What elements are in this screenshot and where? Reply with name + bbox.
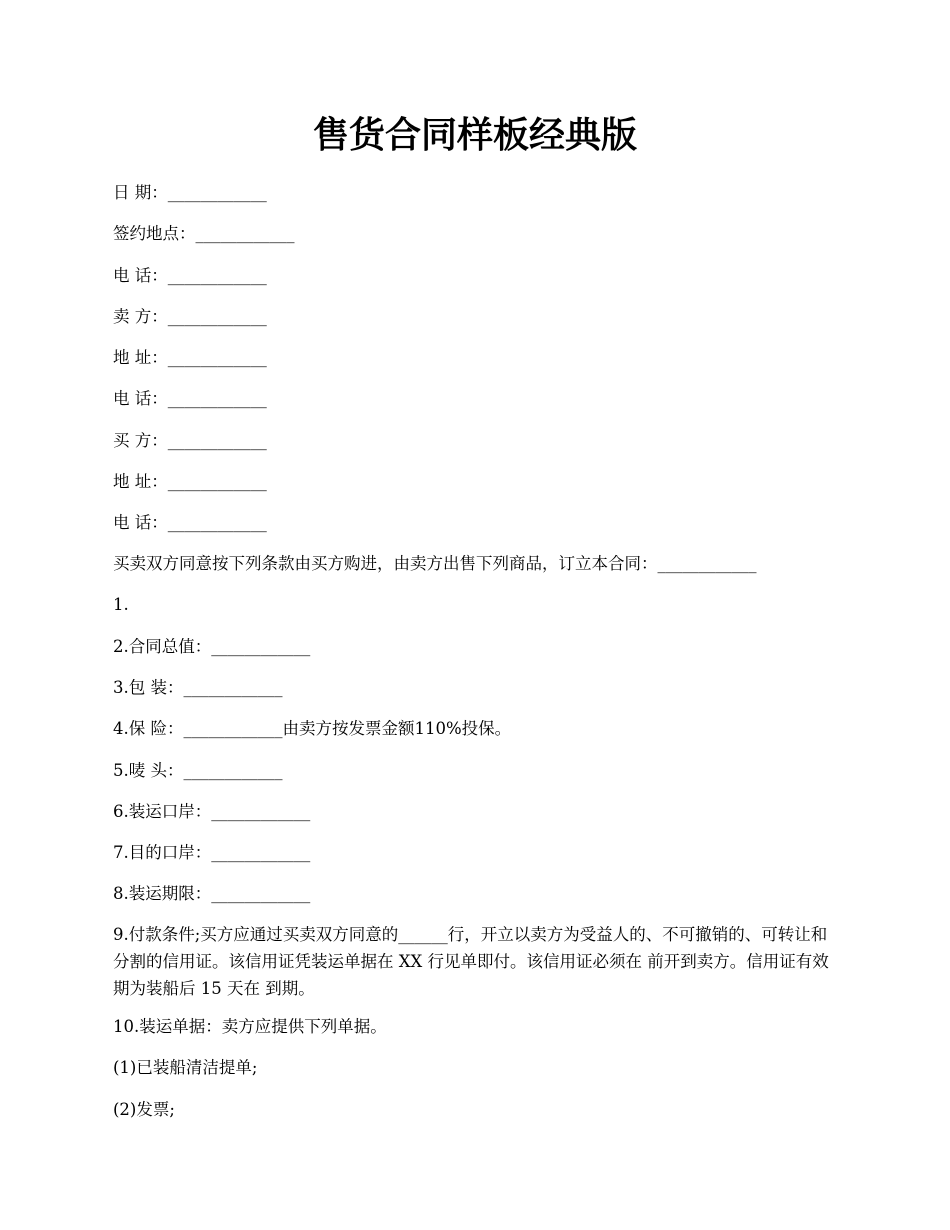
clause-9-payment-terms: 9.付款条件;买方应通过买卖双方同意的______行，开立以卖方为受益人的、不可撤销的、可转让和分割的信用证。该信用证凭装运单据在 XX 行见单即付。该信用证必须在 前开到卖方。信用证有效期为装船后 15 天在 到期。 [113,925,829,998]
clause-5-marks: 5.唛 头：____________ [113,761,283,780]
buyer-line: 买 方：____________ [113,431,267,450]
document-item-1: (1)已装船清洁提单; [113,1058,258,1077]
buyer-phone-line: 电 话：____________ [113,513,267,532]
clause-4-insurance: 4.保 险：____________由卖方按发票金额110%投保。 [113,719,512,738]
date-line: 日 期：____________ [113,183,267,202]
seller-line: 卖 方：____________ [113,307,267,326]
seller-phone-line: 电 话：____________ [113,389,267,408]
clause-10-shipping-documents: 10.装运单据：卖方应提供下列单据。 [113,1017,387,1036]
signing-place-line: 签约地点：____________ [113,224,295,243]
document-item-2: (2)发票; [113,1100,175,1119]
clause-6-loading-port: 6.装运口岸：____________ [113,802,311,821]
clause-2-total-value: 2.合同总值：____________ [113,637,311,656]
document-title: 售货合同样板经典版 [312,114,637,156]
phone-line-1: 电 话：____________ [113,266,267,285]
buyer-address-line: 地 址：____________ [113,472,267,491]
seller-address-line: 地 址：____________ [113,348,267,367]
clause-1: 1. [113,595,129,614]
agreement-intro: 买卖双方同意按下列条款由买方购进，由卖方出售下列商品，订立本合同：____________ [113,554,757,573]
clause-8-shipment-period: 8.装运期限：____________ [113,884,311,903]
clause-3-packing: 3.包 装：____________ [113,678,283,697]
clause-7-destination-port: 7.目的口岸：____________ [113,843,311,862]
